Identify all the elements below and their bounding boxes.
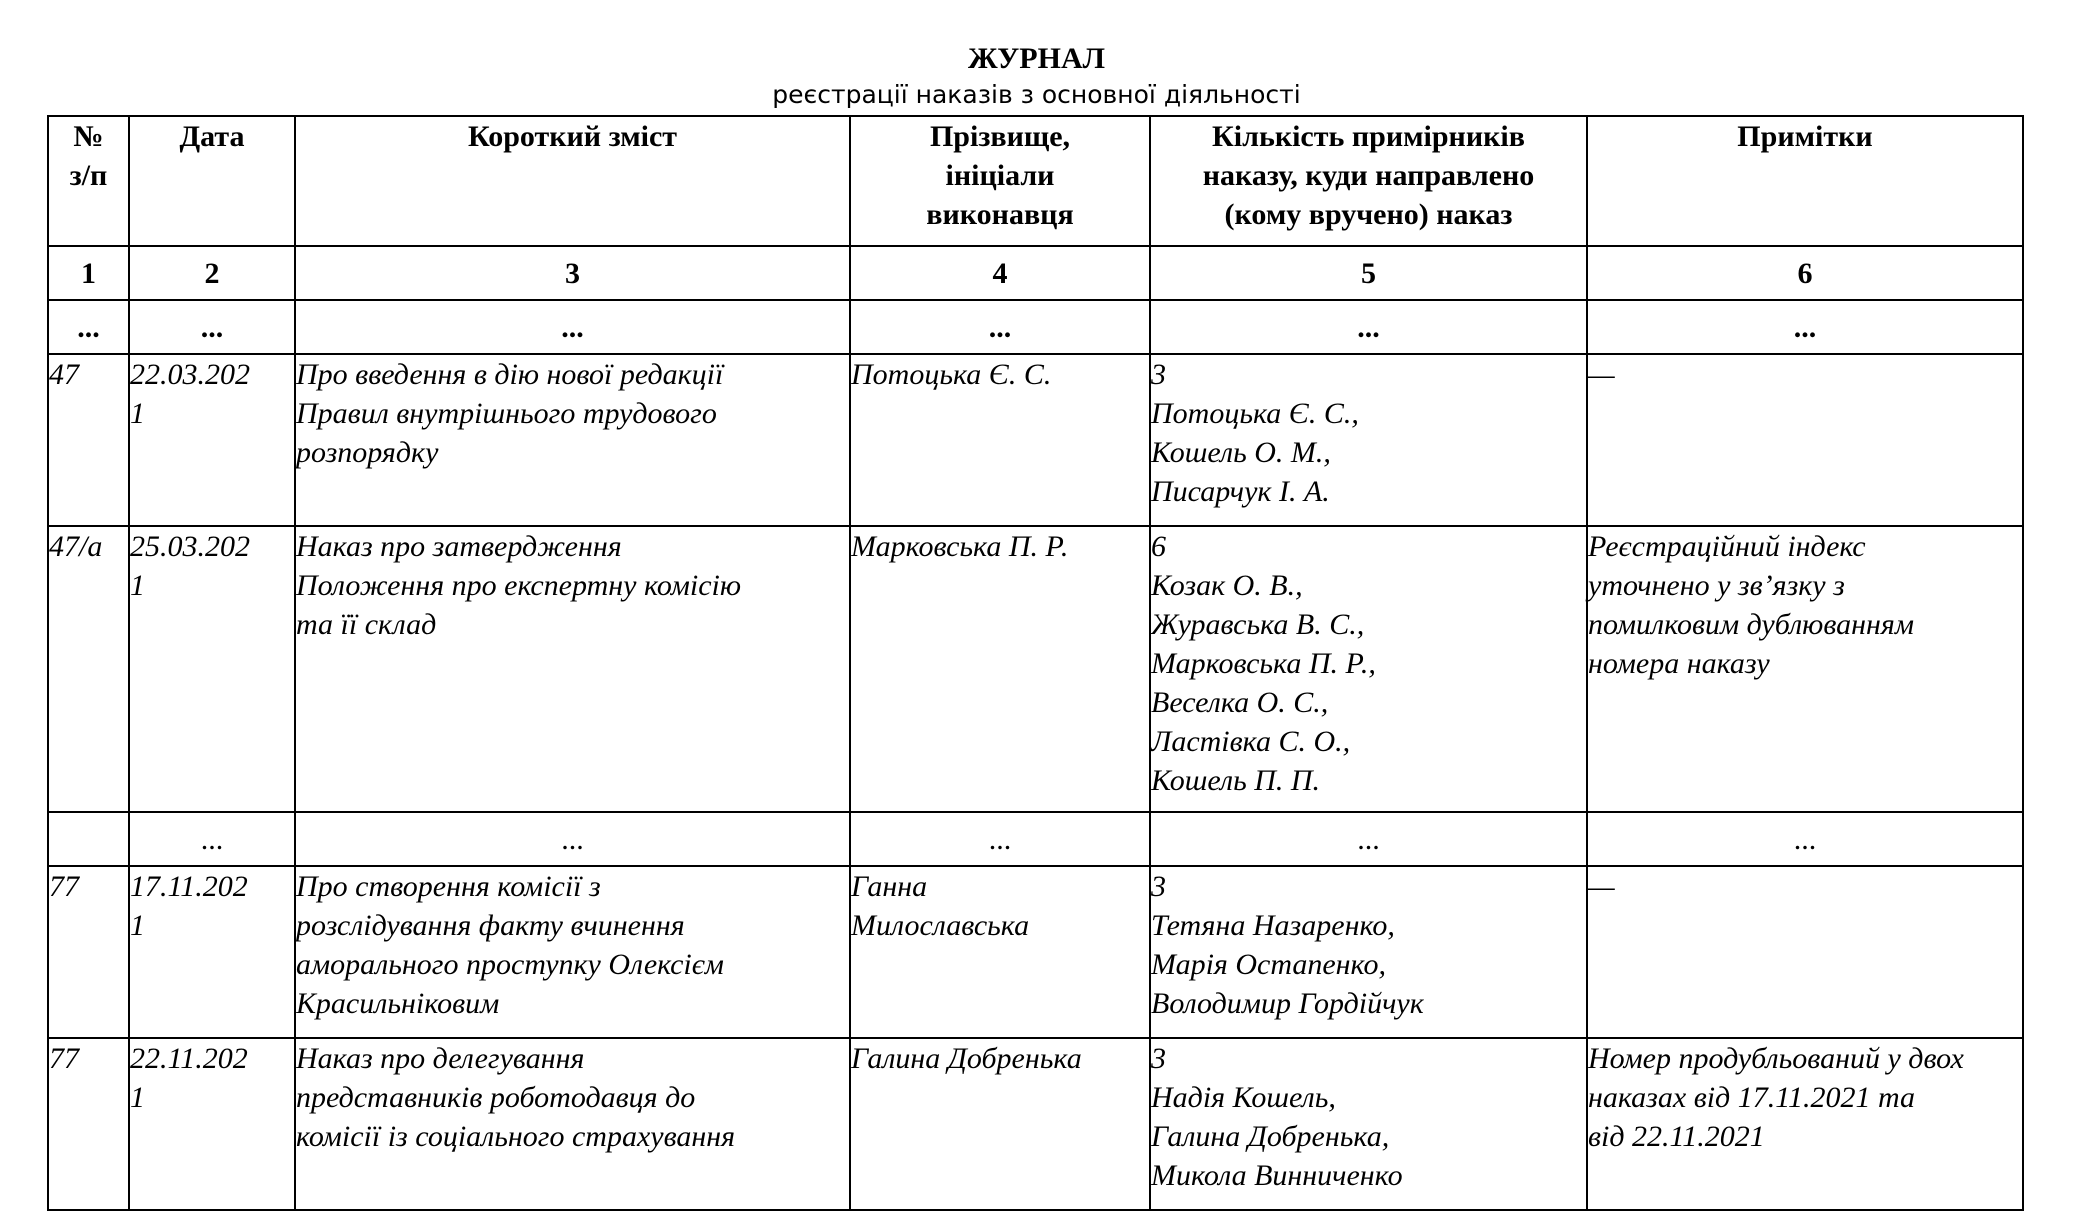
row-number: 77 bbox=[48, 1038, 129, 1210]
header-date: Дата bbox=[129, 116, 295, 246]
row-summary: Наказ про затвердження Положення про експертну комісію та її склад bbox=[295, 526, 850, 812]
row-date: 22.03.202 1 bbox=[129, 354, 295, 526]
row-date: 25.03.202 1 bbox=[129, 526, 295, 812]
row-notes: — bbox=[1587, 866, 2023, 1038]
ellipsis-row bbox=[48, 300, 2023, 354]
ellipsis-row bbox=[48, 812, 2023, 866]
row-copies: 6 Козак О. В., Журавська В. С., Марковська П. Р., Веселка О. С., Ластівка С. О., Кошель П. П. bbox=[1150, 526, 1587, 812]
ellipsis-cell: ... bbox=[1587, 812, 2023, 866]
header-copies: Кількість примірників наказу, куди направлено (кому вручено) наказ bbox=[1150, 116, 1587, 246]
header-notes: Примітки bbox=[1587, 116, 2023, 246]
row-copies: 3 Надія Кошель, Галина Добренька, Микола Винниченко bbox=[1150, 1038, 1587, 1210]
page-subtitle: реєстрації наказів з основної діяльності bbox=[772, 80, 1301, 109]
table-row bbox=[48, 1038, 2023, 1210]
column-numbers-row bbox=[48, 246, 2023, 300]
ellipsis-cell bbox=[48, 812, 129, 866]
row-executor: Марковська П. Р. bbox=[850, 526, 1150, 812]
row-date: 22.11.202 1 bbox=[129, 1038, 295, 1210]
ellipsis-cell: ... bbox=[129, 300, 295, 354]
row-summary: Наказ про делегування представників роботодавця до комісії із соціального страхування bbox=[295, 1038, 850, 1210]
column-number: 3 bbox=[295, 246, 850, 300]
column-number: 2 bbox=[129, 246, 295, 300]
header-executor: Прізвище, ініціали виконавця bbox=[850, 116, 1150, 246]
ellipsis-cell: ... bbox=[129, 812, 295, 866]
header-summary: Короткий зміст bbox=[295, 116, 850, 246]
ellipsis-cell: ... bbox=[1150, 812, 1587, 866]
column-number: 1 bbox=[48, 246, 129, 300]
row-number: 47/а bbox=[48, 526, 129, 812]
row-date: 17.11.202 1 bbox=[129, 866, 295, 1038]
row-executor: Потоцька Є. С. bbox=[850, 354, 1150, 526]
table-row bbox=[48, 354, 2023, 526]
ellipsis-cell: ... bbox=[295, 300, 850, 354]
row-notes: Номер продубльований у двох наказах від 17.11.2021 та від 22.11.2021 bbox=[1587, 1038, 2023, 1210]
row-notes: Реєстраційний індекс уточнено у зв’язку з помилковим дублюванням номера наказу bbox=[1587, 526, 2023, 812]
row-executor: Ганна Милославська bbox=[850, 866, 1150, 1038]
column-number: 4 bbox=[850, 246, 1150, 300]
column-number: 6 bbox=[1587, 246, 2023, 300]
ellipsis-cell: ... bbox=[48, 300, 129, 354]
header-number: № з/п bbox=[48, 116, 129, 246]
row-executor: Галина Добренька bbox=[850, 1038, 1150, 1210]
row-copies: 3 Тетяна Назаренко, Марія Остапенко, Володимир Гордійчук bbox=[1150, 866, 1587, 1038]
ellipsis-cell: ... bbox=[1150, 300, 1587, 354]
table-row bbox=[48, 526, 2023, 812]
ellipsis-cell: ... bbox=[850, 300, 1150, 354]
ellipsis-cell: ... bbox=[295, 812, 850, 866]
ellipsis-cell: ... bbox=[850, 812, 1150, 866]
page-title: ЖУРНАЛ bbox=[968, 42, 1105, 75]
row-summary: Про введення в дію нової редакції Правил внутрішнього трудового розпорядку bbox=[295, 354, 850, 526]
ellipsis-cell: ... bbox=[1587, 300, 2023, 354]
row-number: 77 bbox=[48, 866, 129, 1038]
row-copies: 3 Потоцька Є. С., Кошель О. М., Писарчук І. А. bbox=[1150, 354, 1587, 526]
journal-table bbox=[47, 115, 2024, 1211]
table-row bbox=[48, 866, 2023, 1038]
row-notes: — bbox=[1587, 354, 2023, 526]
column-number: 5 bbox=[1150, 246, 1587, 300]
row-summary: Про створення комісії з розслідування факту вчинення аморального проступку Олексієм Красильніковим bbox=[295, 866, 850, 1038]
table-header-row bbox=[48, 116, 2023, 246]
row-number: 47 bbox=[48, 354, 129, 526]
